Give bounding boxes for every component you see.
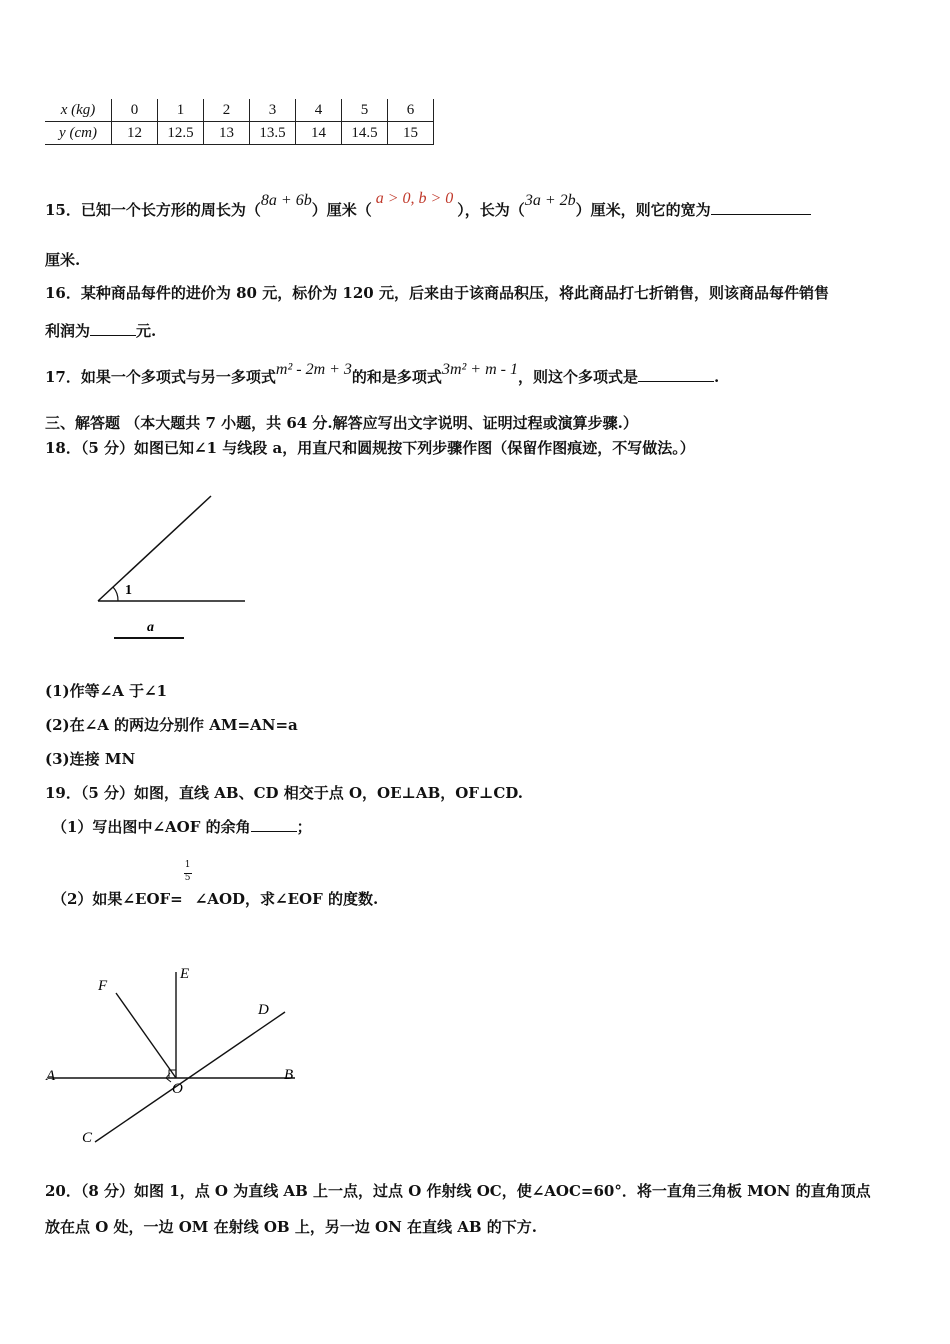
q19-sub2-suffix: ∠AOD，求∠EOF 的度数.	[194, 890, 379, 908]
fraction-numerator: 1	[184, 860, 191, 870]
q18-step2: (2)在∠A 的两边分别作 AM=AN=a	[45, 716, 298, 734]
fraction-denominator: 5	[184, 873, 191, 883]
q19-sub1-prefix: （1）写出图中∠AOF 的余角	[52, 818, 251, 836]
table-cell: 13	[204, 122, 250, 145]
segment-a-label: a	[147, 620, 154, 635]
q16-suffix: 元.	[136, 322, 157, 340]
q19-text: 19．（5 分）如图，直线 AB、CD 相交于点 O，OE⊥AB，OF⊥CD.	[45, 784, 523, 802]
label-d: D	[258, 1002, 269, 1018]
label-c: C	[82, 1130, 93, 1146]
q15-perimeter: 8a + 6b	[260, 192, 312, 209]
table-cell: 12	[112, 122, 158, 145]
table-row-y	[45, 122, 434, 145]
q17-answer-blank[interactable]	[638, 367, 714, 382]
q20-line2: 放在点 O 处，一边 OM 在射线 OB 上，另一边 ON 在直线 AB 的下方.	[45, 1218, 538, 1236]
table-cell: 5	[342, 99, 388, 122]
angle-side-ray	[98, 496, 211, 601]
angle-1-label: 1	[125, 583, 132, 598]
q19-answer-blank[interactable]	[251, 817, 297, 832]
table-cell: 14	[296, 122, 342, 145]
q17-prefix: 17．如果一个多项式与另一多项式	[45, 368, 276, 386]
table-cell: 2	[204, 99, 250, 122]
q15-condition: a > 0, b > 0	[375, 190, 454, 207]
data-table	[45, 99, 434, 145]
q18-step1: (1)作等∠A 于∠1	[45, 682, 168, 700]
q17-mid: 的和是多项式	[351, 368, 442, 386]
table-cell: 12.5	[158, 122, 204, 145]
table-cell: 0	[112, 99, 158, 122]
section-3-heading: 三、解答题 （本大题共 7 小题，共 64 分.解答应写出文字说明、证明过程或演算步骤.）	[45, 414, 638, 432]
q15-mid2: ），长为（	[457, 201, 525, 219]
q15-prefix: 15．已知一个长方形的周长为（	[45, 201, 261, 219]
q15-mid1: ）厘米（	[311, 201, 372, 219]
q16-prefix: 利润为	[45, 322, 91, 340]
line-cd	[95, 1012, 285, 1142]
q17-end: .	[713, 368, 720, 386]
label-o: O	[172, 1081, 183, 1097]
q19-figure	[40, 960, 310, 1155]
table-cell: 13.5	[250, 122, 296, 145]
q15-answer-blank[interactable]	[711, 200, 811, 215]
fraction-one-fifth	[183, 860, 195, 904]
q16-answer-blank[interactable]	[90, 321, 136, 336]
q19-sub2	[52, 860, 379, 909]
q18-step3: (3)连接 MN	[45, 750, 136, 768]
label-a: A	[46, 1068, 56, 1084]
q20-line1: 20．（8 分）如图 1，点 O 为直线 AB 上一点，过点 O 作射线 OC，使∠AOC=60°．将一直角三角板 MON 的直角顶点	[45, 1182, 871, 1200]
q17-poly2: 3m² + m - 1	[441, 361, 518, 378]
q19-sub2-prefix: （2）如果∠EOF=	[52, 890, 183, 908]
question-17	[45, 361, 720, 387]
table-cell: 1	[158, 99, 204, 122]
table-cell: 15	[388, 122, 434, 145]
q16-line1: 16．某种商品每件的进价为 80 元，标价为 120 元，后来由于该商品积压，将此商品打七折销售，则该商品每件销售	[45, 284, 829, 302]
q18-figure	[90, 490, 260, 650]
label-f: F	[98, 978, 108, 994]
table-cell: 3	[250, 99, 296, 122]
label-b: B	[284, 1067, 294, 1083]
ray-of	[116, 993, 176, 1078]
table-cell: 14.5	[342, 122, 388, 145]
q19-sub1-suffix: ；	[296, 818, 312, 836]
x-header: x (kg)	[45, 99, 112, 122]
table-cell: 6	[388, 99, 434, 122]
q18-text: 18．（5 分）如图已知∠1 与线段 a，用直尺和圆规按下列步骤作图（保留作图痕迹，不写做法。）	[45, 439, 695, 457]
table-row-x	[45, 99, 434, 122]
q17-suffix: ，则这个多项式是	[517, 368, 638, 386]
y-header: y (cm)	[45, 122, 112, 145]
question-15	[45, 190, 811, 220]
label-e: E	[180, 966, 190, 982]
angle-arc	[113, 587, 118, 601]
q17-poly1: m² - 2m + 3	[275, 361, 352, 378]
q19-sub1	[52, 816, 312, 837]
q15-mid3: ）厘米，则它的宽为	[575, 201, 711, 219]
q16-line2	[45, 320, 156, 341]
q15-length: 3a + 2b	[524, 192, 576, 209]
table-cell: 4	[296, 99, 342, 122]
q15-unit-line: 厘米.	[45, 251, 81, 269]
